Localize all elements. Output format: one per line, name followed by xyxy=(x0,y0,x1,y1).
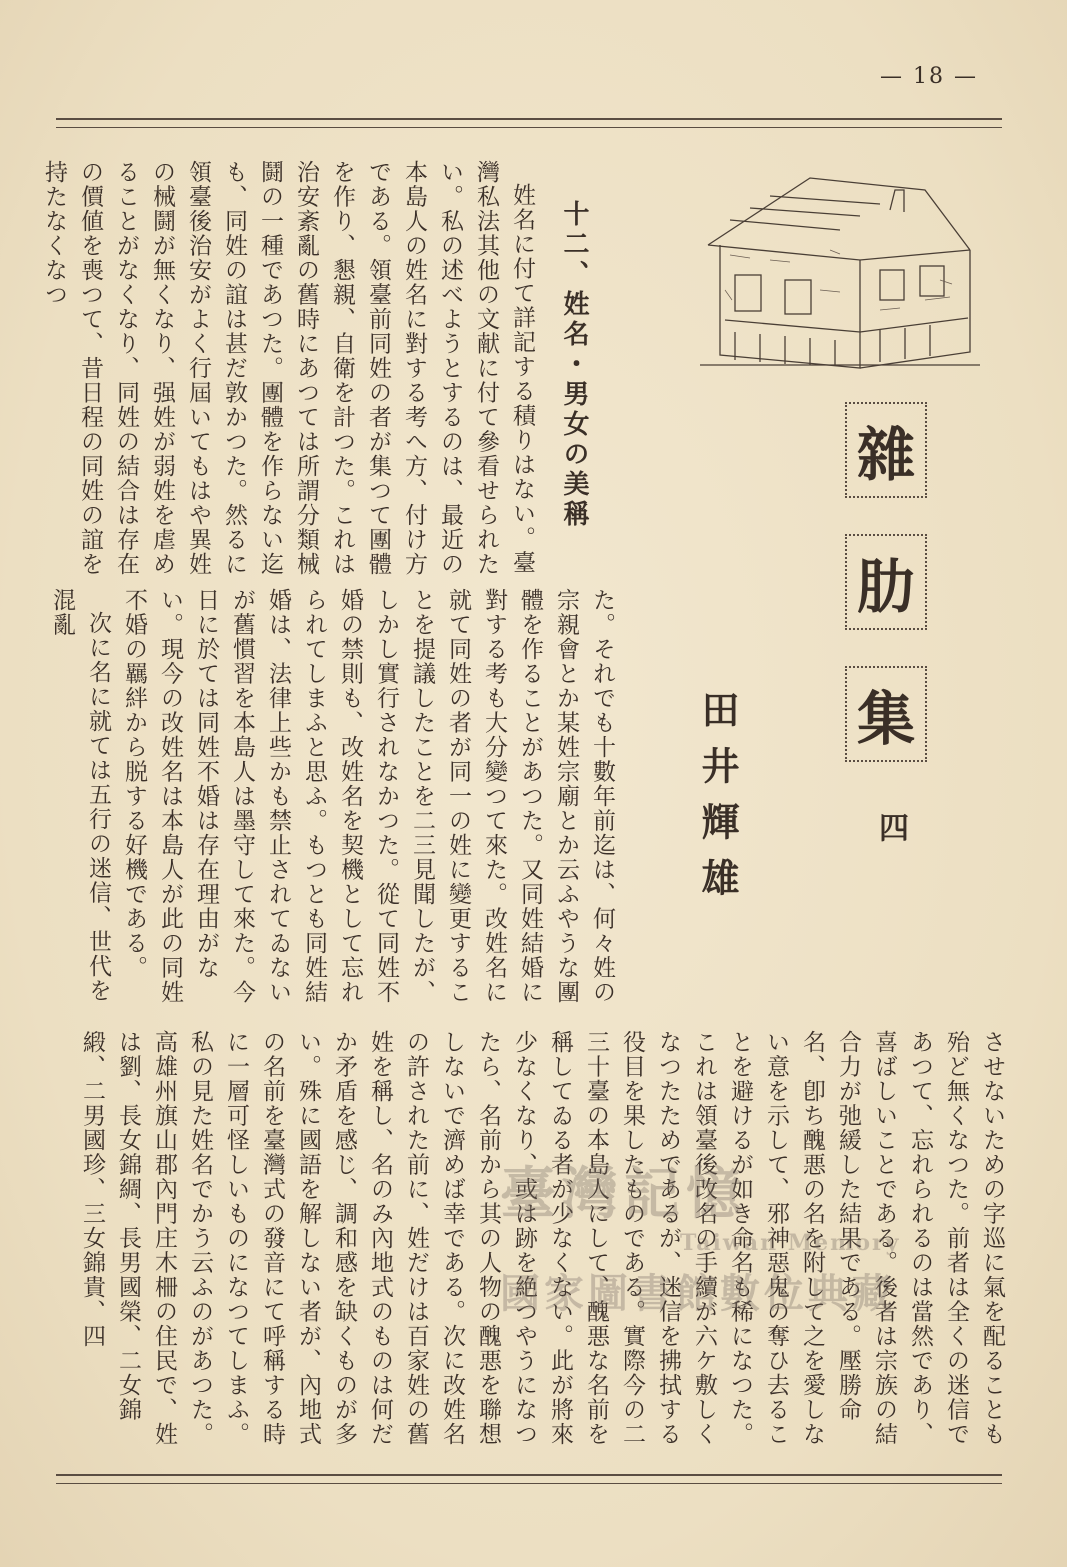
series-number: 四 xyxy=(873,812,908,842)
library-watermark xyxy=(500,1150,1000,1319)
title-char-3: 集 xyxy=(845,666,927,762)
bottom-rule xyxy=(56,1474,1002,1484)
watermark-chinese: 臺灣記憶 xyxy=(500,1161,748,1227)
watermark-english: Taiwan Memory xyxy=(680,1230,901,1256)
page-number: — 18 — xyxy=(880,64,978,89)
author-name: 田井輝雄 xyxy=(695,690,740,914)
paragraph: 次に名に就ては五行の迷信、世代を混亂 xyxy=(49,588,111,1003)
paragraph: た。それでも十數年前迄は、何々姓の宗親會とか某姓宗廟とか云ふやうな團體を作ることがあつた。又同姓結婚に對する考も大分變つて來た。改姓名に就て同姓の者が同一の姓に變更することを提議したことを二三見聞したが、しかし實行されなかつた。從て同姓不婚の禁則も、改姓名を契機として忘れられてしまふと思ふ。もつとも同姓結婚は、法律上些かも禁止されてゐないが舊慣習を本島人は墨守して來た。今日に於ては同姓不婚は存在理由がない。現今の改姓名は本島人が此の同姓不婚の羈絆から脱する好機である。 xyxy=(121,588,615,1005)
body-text-block-b xyxy=(49,588,620,1008)
paragraph: させないための字巡に氣を配ることも殆ど無くなつた。前者は全くの迷信であつて、忘れられるのは當然であり、喜ばしいことである。後者は宗族の結合力が弛緩した結果である。壓勝命名、卽ち醜悪の名を附して之を愛しない意を示して、邪神惡鬼の奪ひ去ることを避けるが如き命名も稀になつた。これは領臺後改名の手續が六ケ敷しくなつたためであるが、迷信を拂拭する役目を果したものである。實際今の二三十臺の本島人にして、醜悪な名前を稱してゐる者が少なくない。此が將來少なくなり、或は跡を絶つやうになつたら、名前から其の人物の醜悪を聯想しないで濟めば幸である。次に改姓名の許された前に、姓だけは百家姓の舊姓を稱し、名のみ內地式のものは何だか矛盾を感じ、調和感を缺くものが多い。殊に國語を解しない者が、內地式の名前を臺灣式の發音にて呼稱する時に一層可怪しいものになつてしまふ。私の見た姓名でかう云ふのがあつた。高雄州旗山郡內門庄木柵の住民で、姓は劉、長女錦綢、長男國榮、二女錦緞、二男國珍、三女錦貴、四 xyxy=(79,1030,1005,1447)
top-rule xyxy=(56,118,1002,128)
body-text-block-a xyxy=(41,160,540,580)
watermark-library: 國家圖書館數位典藏 xyxy=(500,1270,896,1317)
section-heading: 十二、姓名・男女の美稱 xyxy=(559,200,589,530)
house-illustration xyxy=(690,150,990,380)
paragraph: 姓名に付て詳記する積りはない。臺灣私法其他の文献に付て參看せられたい。私の述べようとするのは、最近の本島人の姓名に對する考へ方、付け方である。領臺前同姓の者が集つて團體を作り、懇親、自衛を計つた。これは治安紊亂の舊時にあつては所謂分類械鬪の一種であつた。團體を作らない迄も、同姓の誼は甚だ敦かつた。然るに領臺後治安がよく行屆いてもはや異姓の械鬪が無くなり、强姓が弱姓を虐めることがなくなり、同姓の結合は存在の價値を喪つて、昔日程の同姓の誼を持たなくなつ xyxy=(41,160,535,577)
title-char-1: 雜 xyxy=(845,402,927,498)
title-char-2: 肋 xyxy=(845,534,927,630)
